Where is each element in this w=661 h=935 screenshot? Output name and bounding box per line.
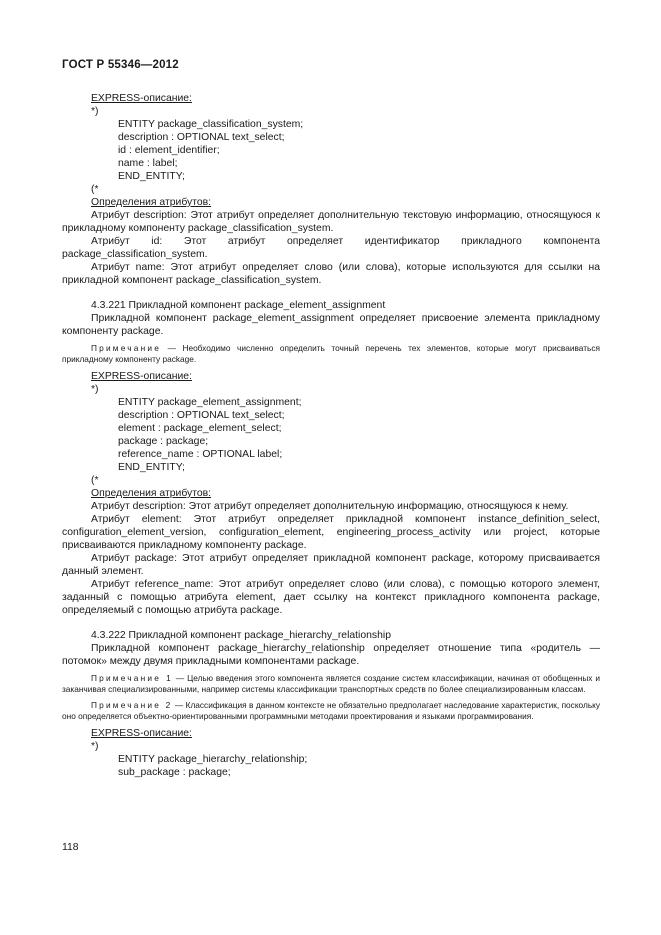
- note-222-2: [62, 700, 600, 722]
- code-line: END_ENTITY;: [118, 462, 185, 473]
- attr-element: Атрибут element: Этот атрибут определяет прикладной компонент instance_definition_select, configuration_element_version, configuration_element, engineering_process_activity или project, которые присваиваются прикладному компоненту package.: [62, 514, 600, 551]
- attr-package: Атрибут package: Этот атрибут определяет прикладной компонент package, которому присваивается данный элемент.: [62, 553, 600, 577]
- code-line: reference_name : OPTIONAL label;: [118, 449, 283, 460]
- code-line: END_ENTITY;: [118, 171, 185, 182]
- code-line: ENTITY package_element_assignment;: [118, 397, 302, 408]
- attr-id: Атрибут id: Этот атрибут определяет идентификатор прикладного компонента package_classification_system.: [62, 236, 600, 260]
- attr-defs-label: Определения атрибутов:: [91, 488, 212, 499]
- section-intro-222: Прикладной компонент package_hierarchy_relationship определяет отношение типа «родитель — потомок» между двумя прикладными компонентами package.: [62, 643, 600, 667]
- note-text: — Необходимо численно определить точный перечень тех элементов, которые могут присваиваться прикладному компоненту package.: [62, 343, 600, 364]
- express-label: EXPRESS-описание:: [91, 728, 192, 739]
- code-line: ENTITY package_classification_system;: [118, 119, 304, 130]
- comment-open: *): [91, 741, 99, 752]
- section-heading-222: 4.3.222 Прикладной компонент package_hierarchy_relationship: [91, 630, 391, 641]
- note-label: Примечание: [91, 343, 162, 353]
- document-header: ГОСТ Р 55346—2012: [62, 59, 179, 71]
- comment-close: (*: [91, 184, 99, 195]
- code-line: ENTITY package_hierarchy_relationship;: [118, 754, 308, 765]
- comment-close: (*: [91, 475, 99, 486]
- section-intro-221: Прикладной компонент package_element_assignment определяет присвоение элемента прикладному компоненту package.: [62, 313, 600, 337]
- code-line: description : OPTIONAL text_select;: [118, 132, 285, 143]
- code-line: sub_package : package;: [118, 767, 231, 778]
- note-text: — Классификация в данном контексте не обязательно предполагает наследование характеристик, поскольку оно определяется объектно-ориентированными программными методами проектирования и языками программирования.: [62, 700, 601, 721]
- attr-description: Атрибут description: Этот атрибут определяет дополнительную информацию, относящуюся к нему.: [91, 501, 569, 512]
- code-line: element : package_element_select;: [118, 423, 282, 434]
- note-text: — Целью введения этого компонента является создание систем классификации, начиная от обобщенных и заканчивая специализированными, например системы классификации транспортных средств по более специализированным классам.: [62, 673, 601, 694]
- attr-reference-name: Атрибут reference_name: Этот атрибут определяет слово (или слова), с помощью которого элемент, заданный с помощью атрибута element, дает ссылку на контекст прикладного компонента package, определяемый с помощью атрибута package.: [62, 579, 600, 616]
- code-line: description : OPTIONAL text_select;: [118, 410, 285, 421]
- code-line: name : label;: [118, 158, 178, 169]
- section-heading-221: 4.3.221 Прикладной компонент package_element_assignment: [91, 300, 386, 311]
- note-222-1: [62, 673, 600, 695]
- express-label: EXPRESS-описание:: [91, 371, 192, 382]
- comment-open: *): [91, 106, 99, 117]
- express-label: EXPRESS-описание:: [91, 93, 192, 104]
- note-label: Примечание 2: [91, 700, 173, 710]
- code-line: id : element_identifier;: [118, 145, 220, 156]
- note-label: Примечание 1: [91, 673, 173, 683]
- comment-open: *): [91, 384, 99, 395]
- code-line: package : package;: [118, 436, 209, 447]
- page-number: 118: [62, 842, 79, 853]
- attr-defs-label: Определения атрибутов:: [91, 197, 212, 208]
- note-221: [62, 343, 600, 365]
- page-content: [62, 92, 600, 779]
- attr-description: Атрибут description: Этот атрибут определяет дополнительную текстовую информацию, относящуюся к прикладному компоненту package_classification_system.: [62, 210, 600, 234]
- attr-name: Атрибут name: Этот атрибут определяет слово (или слова), которые используются для ссылки на прикладной компонент package_classification_system.: [62, 262, 600, 286]
